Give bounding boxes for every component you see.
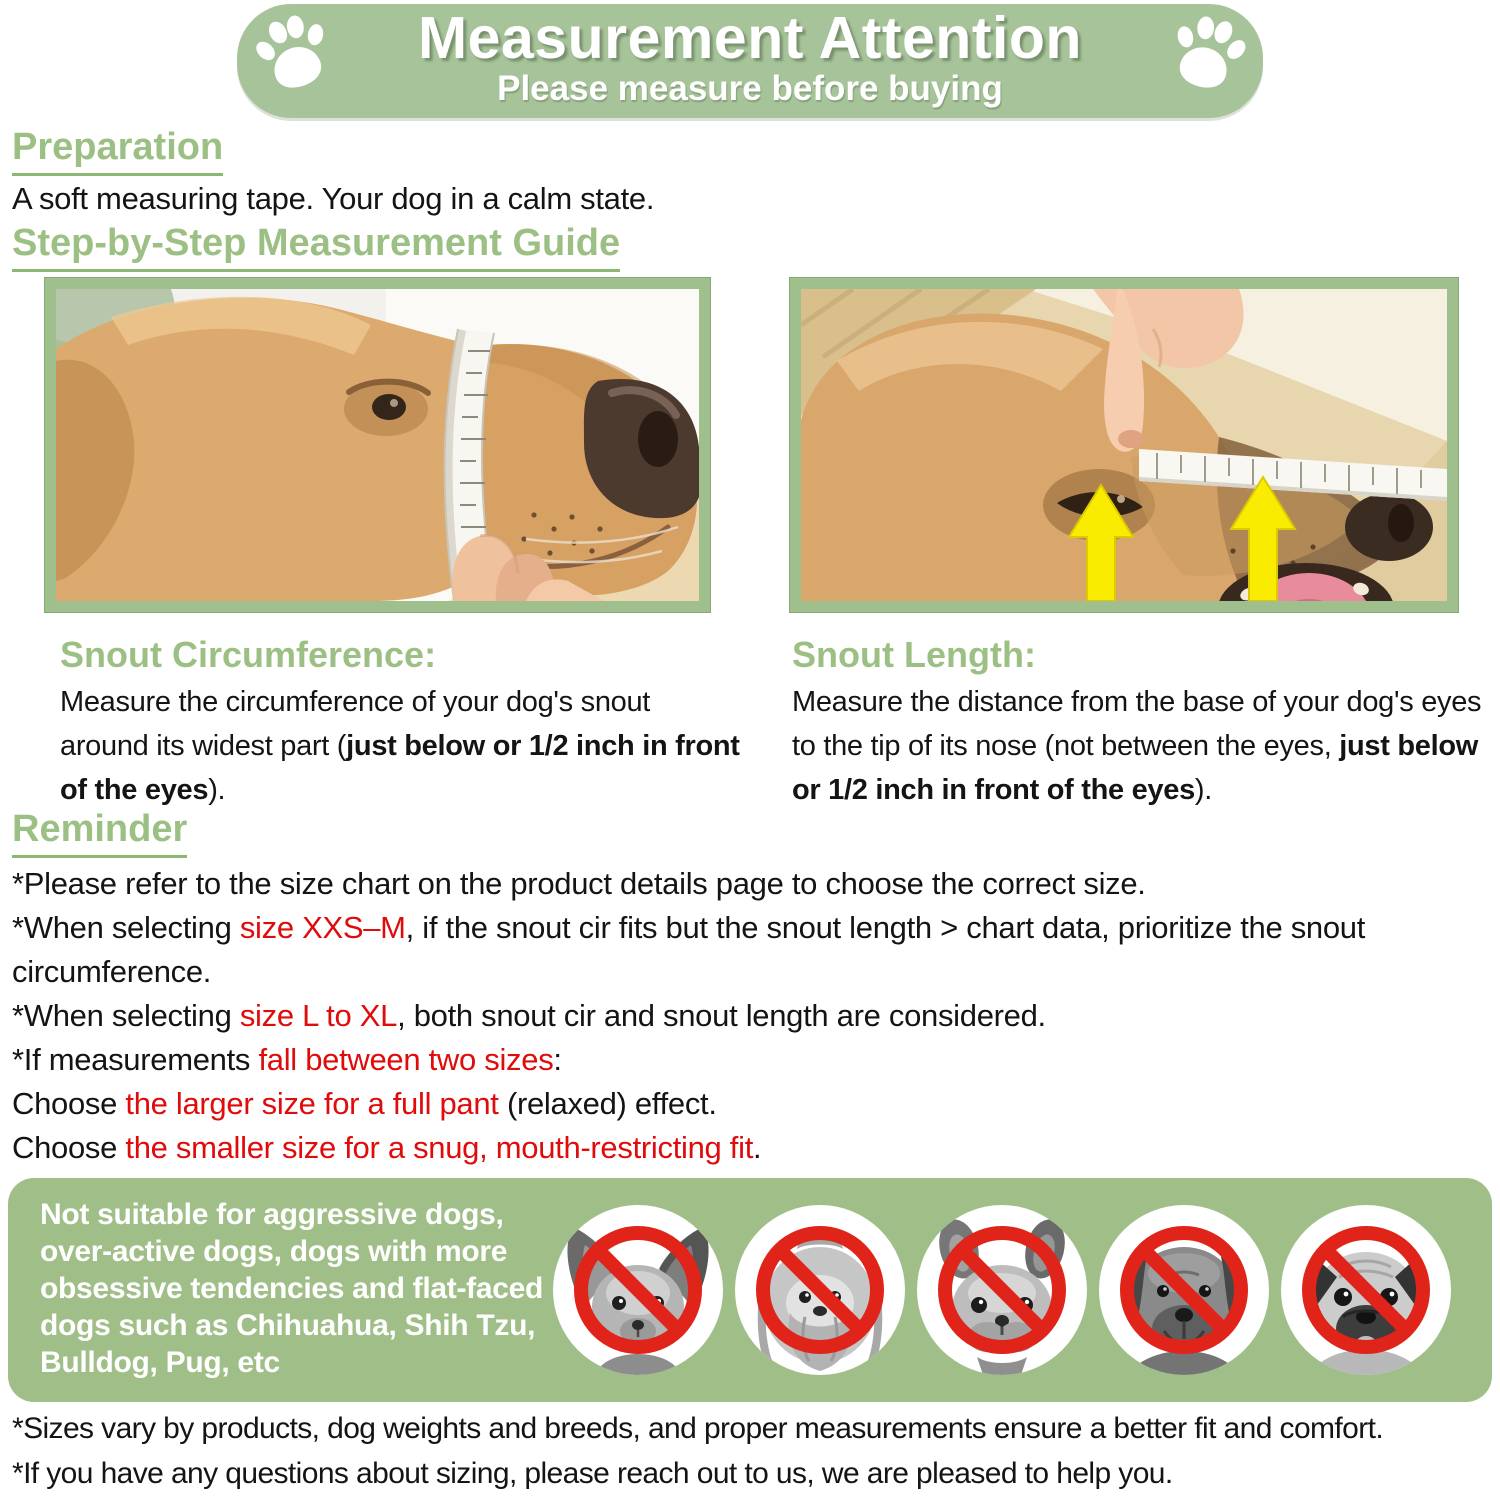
snout-length-label: Snout Length: [792, 634, 1036, 675]
snout-length-illustration [801, 289, 1447, 601]
french-bulldog-photo [917, 1205, 1087, 1375]
warning-text-line: Not suitable for aggressive dogs, [40, 1198, 504, 1231]
warning-text-line: dogs such as Chihuahua, Shih Tzu, [40, 1309, 536, 1342]
chihuahua-photo [553, 1205, 723, 1375]
pug-photo [1281, 1205, 1451, 1375]
snout-circumference-description: Measure the circumference of your dog's snout around its widest part (just below or 1/2 inch in front of the eyes). [60, 686, 740, 806]
banned-breed-french-bulldog [917, 1205, 1087, 1375]
warning-text [40, 1196, 560, 1381]
reminder-heading: Reminder [12, 808, 187, 858]
reminder-line: Choose the smaller size for a snug, mouth-restricting fit. [12, 1130, 762, 1165]
bulldog-photo [1099, 1205, 1269, 1375]
banned-breed-bulldog [1099, 1205, 1269, 1375]
banned-breed-shih-tzu [735, 1205, 905, 1375]
photo-snout-circumference [45, 278, 710, 612]
photo-snout-length [790, 278, 1458, 612]
warning-text-line: Bulldog, Pug, etc [40, 1346, 280, 1379]
shih-tzu-photo [735, 1205, 905, 1375]
reminder-line: *If measurements fall between two sizes: [12, 1042, 562, 1077]
banned-breed-chihuahua [553, 1205, 723, 1375]
reminder-line: Choose the larger size for a full pant (relaxed) effect. [12, 1086, 717, 1121]
guide-heading: Step-by-Step Measurement Guide [12, 222, 620, 272]
reminder-list [12, 862, 1496, 1170]
snout-length-description: Measure the distance from the base of your dog's eyes to the tip of its nose (not between the eyes, just below or 1/2 inch in front of the eyes). [792, 686, 1482, 806]
page-title: Measurement Attention [418, 5, 1082, 71]
footer-note: *If you have any questions about sizing, please reach out to us, we are pleased to help you. [12, 1457, 1173, 1490]
header-banner [237, 4, 1263, 118]
reminder-line: *When selecting size XXS–M, if the snout cir fits but the snout length > chart data, prioritize the snout circumference. [12, 910, 1366, 989]
warning-text-line: obsessive tendencies and flat-faced [40, 1272, 544, 1305]
preparation-text: A soft measuring tape. Your dog in a calm state. [12, 181, 655, 216]
footer-note: *Sizes vary by products, dog weights and breeds, and proper measurements ensure a better fit and comfort. [12, 1412, 1384, 1445]
warning-panel [8, 1178, 1492, 1402]
banned-breed-pug [1281, 1205, 1451, 1375]
page-subtitle: Please measure before buying [497, 69, 1003, 108]
snout-circumference-label: Snout Circumference: [60, 634, 437, 675]
preparation-heading: Preparation [12, 126, 223, 176]
reminder-line: *When selecting size L to XL, both snout cir and snout length are considered. [12, 998, 1046, 1033]
warning-text-line: over-active dogs, dogs with more [40, 1235, 508, 1268]
dog-eye [372, 394, 406, 420]
snout-circumference-illustration [56, 289, 699, 601]
reminder-line: *Please refer to the size chart on the product details page to choose the correct size. [12, 866, 1146, 901]
